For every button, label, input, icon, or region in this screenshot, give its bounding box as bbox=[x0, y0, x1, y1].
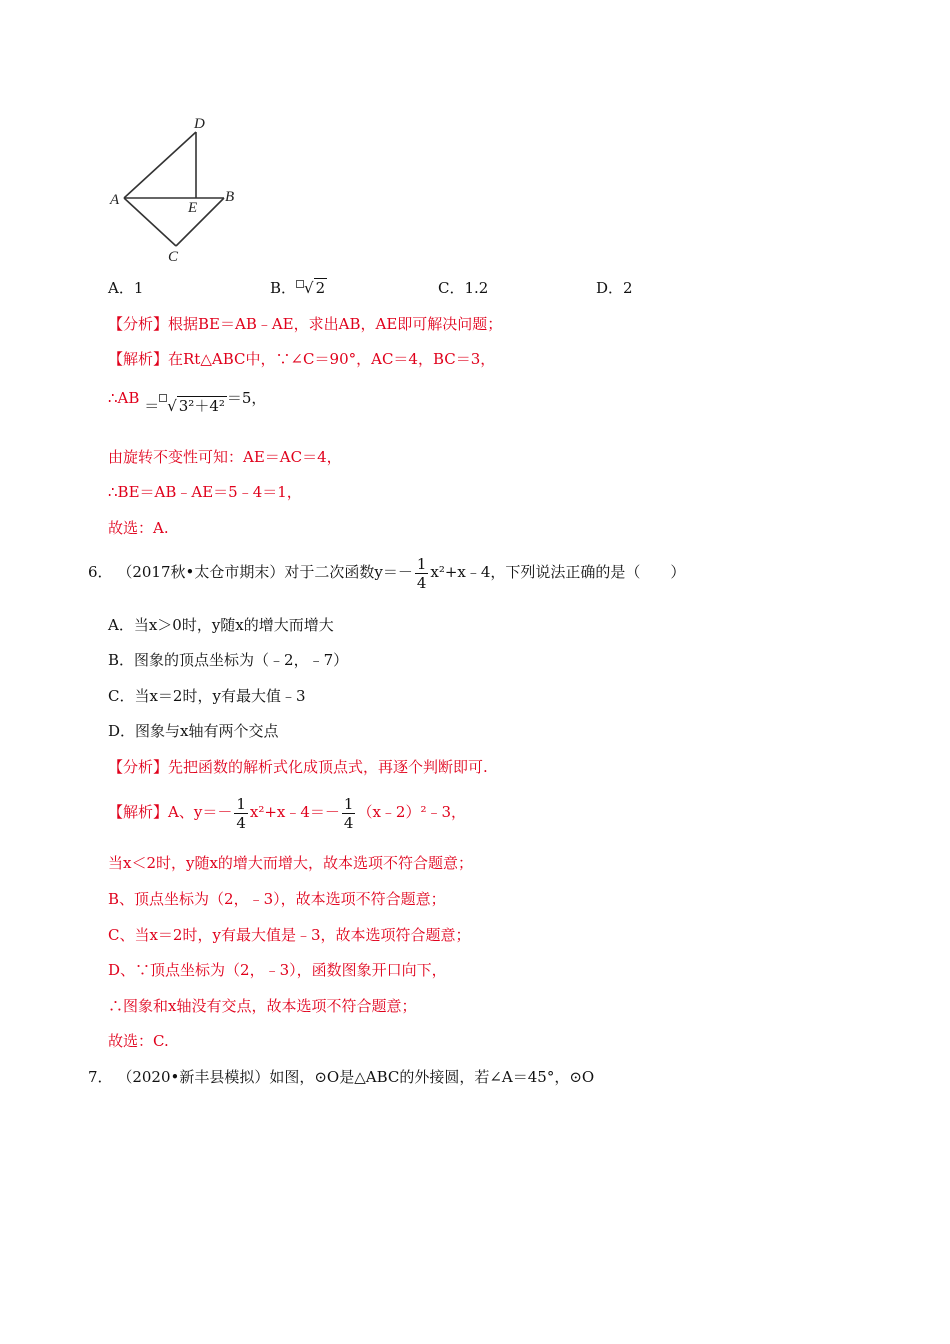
ab-result: ＝5， bbox=[226, 389, 267, 407]
sol-part1: A、y＝－ bbox=[168, 803, 233, 821]
ab-radicand: 3²＋4² bbox=[178, 397, 225, 415]
q6-option-d: D．图象与x轴有两个交点 bbox=[108, 722, 279, 740]
sqrt-symbol: √ 2 bbox=[304, 279, 326, 297]
sqrt-symbol: √ 3²＋4² bbox=[167, 397, 225, 415]
q6-stem-before: （2017秋•太仓市期末）对于二次函数y＝－ bbox=[117, 563, 413, 581]
triangle-figure bbox=[100, 110, 260, 270]
q6-number: 6． bbox=[88, 563, 113, 581]
q5-option-b-label: B． bbox=[270, 279, 297, 297]
fraction-numerator: 1 bbox=[416, 554, 427, 573]
q5-be-line: ∴BE＝AB﹣AE＝5﹣4＝1， bbox=[108, 483, 302, 501]
fraction-numerator: 1 bbox=[343, 794, 354, 813]
label-b: B bbox=[225, 189, 235, 205]
radical-index-box bbox=[159, 394, 167, 402]
segment-ac bbox=[124, 198, 176, 246]
fraction bbox=[415, 555, 429, 592]
q7-number: 7． bbox=[88, 1068, 113, 1086]
sol-part2: x²+x﹣4＝－ bbox=[249, 803, 340, 821]
q6-option-c: C．当x＝2时，y有最大值﹣3 bbox=[108, 687, 306, 705]
q6-answer: 故选：C. bbox=[108, 1032, 169, 1050]
q6-line-2: B、顶点坐标为（2，﹣3），故本选项不符合题意； bbox=[108, 890, 446, 908]
q7-stem bbox=[88, 1067, 594, 1087]
q6-stem-after: x²+x﹣4，下列说法正确的是（ ） bbox=[430, 563, 686, 581]
analysis-text: 先把函数的解析式化成顶点式，再逐个判断即可. bbox=[168, 758, 488, 776]
q5-ab-line bbox=[108, 388, 267, 415]
ab-eq: ＝ bbox=[144, 397, 160, 415]
q6-line-3: C、当x＝2时，y有最大值是﹣3，故本选项符合题意； bbox=[108, 926, 471, 944]
q5-option-c: C．1.2 bbox=[438, 279, 489, 297]
q5-answer: 故选：A. bbox=[108, 519, 169, 537]
q5-analysis bbox=[108, 314, 502, 334]
q5-option-d: D．2 bbox=[596, 279, 633, 297]
fraction bbox=[234, 795, 248, 832]
q6-line-4: D、∵顶点坐标为（2，﹣3），函数图象开口向下， bbox=[108, 961, 447, 979]
q5-option-b-radicand: 2 bbox=[315, 279, 326, 297]
label-d: D bbox=[194, 116, 205, 132]
q6-solution bbox=[108, 792, 466, 832]
q7-stem-text: （2020•新丰县模拟）如图，⊙O是△ABC的外接圆，若∠A＝45°，⊙O bbox=[117, 1068, 595, 1086]
q5-option-b bbox=[270, 278, 327, 298]
label-a: A bbox=[110, 192, 120, 208]
q6-analysis bbox=[108, 757, 488, 777]
label-e: E bbox=[188, 200, 198, 216]
fraction-denominator: 4 bbox=[236, 813, 246, 832]
solution-tag: 【解析】 bbox=[108, 350, 169, 368]
fraction-denominator: 4 bbox=[343, 813, 354, 832]
solution-text: 在Rt△ABC中，∵∠C＝90°，AC＝4，BC＝3， bbox=[168, 350, 496, 368]
radical-index-box bbox=[296, 280, 304, 288]
ab-prefix: ∴AB bbox=[108, 389, 140, 407]
q5-solution bbox=[108, 349, 495, 369]
q6-option-b: B．图象的顶点坐标为（﹣2，﹣7） bbox=[108, 651, 349, 669]
sol-part3: （x﹣2）²﹣3， bbox=[357, 803, 467, 821]
q6-option-a: A．当x＞0时，y随x的增大而增大 bbox=[108, 616, 334, 634]
q6-line-5: ∴图象和x轴没有交点，故本选项不符合题意； bbox=[108, 997, 417, 1015]
q6-stem bbox=[88, 552, 685, 592]
fraction-numerator: 1 bbox=[236, 794, 246, 813]
segment-cb bbox=[176, 198, 224, 246]
q5-option-a: A．1 bbox=[108, 279, 144, 297]
q6-line-1: 当x＜2时，y随x的增大而增大，故本选项不符合题意； bbox=[108, 854, 473, 872]
analysis-tag: 【分析】 bbox=[108, 315, 169, 333]
fraction-denominator: 4 bbox=[416, 573, 427, 592]
analysis-text: 根据BE＝AB﹣AE，求出AB，AE即可解决问题； bbox=[168, 315, 503, 333]
analysis-tag: 【分析】 bbox=[108, 758, 169, 776]
label-c: C bbox=[168, 249, 179, 265]
fraction bbox=[342, 795, 356, 832]
solution-tag: 【解析】 bbox=[108, 803, 169, 821]
q5-rotation-line: 由旋转不变性可知：AE＝AC＝4， bbox=[108, 448, 342, 466]
segment-ad bbox=[124, 132, 196, 198]
